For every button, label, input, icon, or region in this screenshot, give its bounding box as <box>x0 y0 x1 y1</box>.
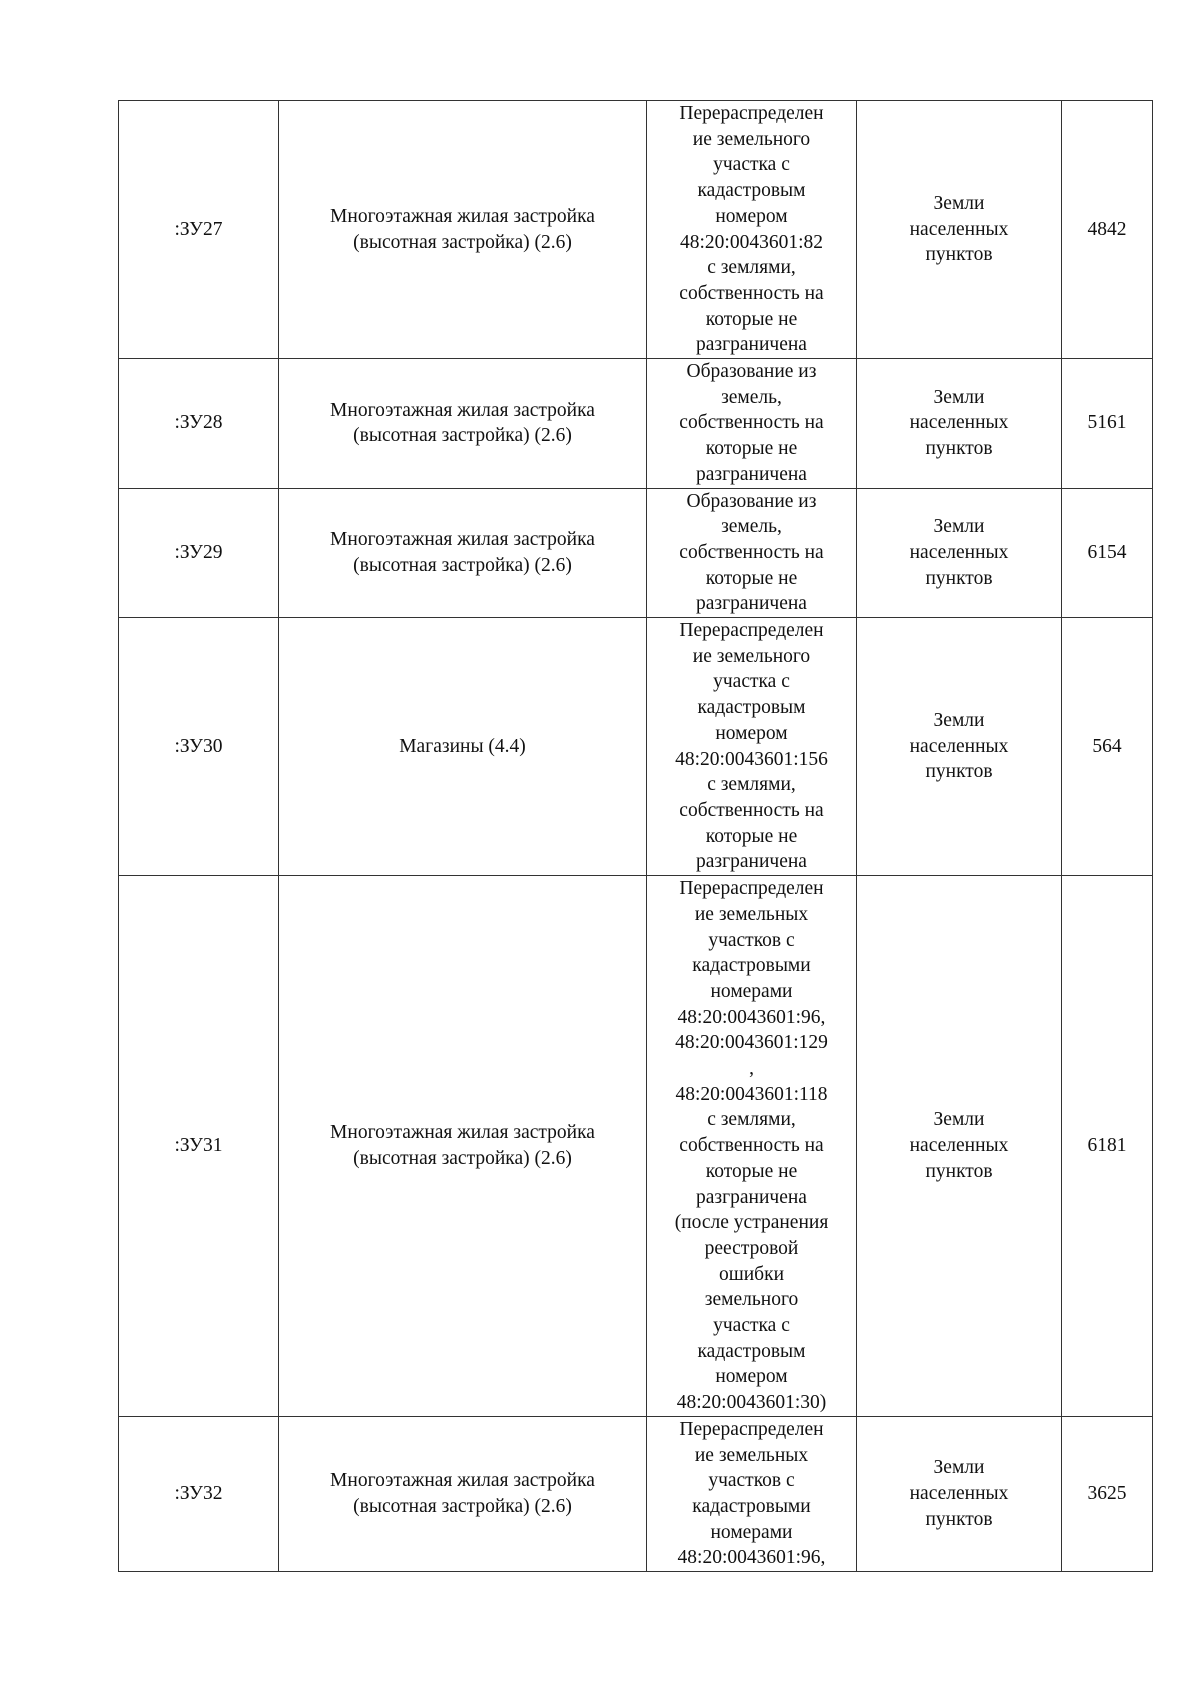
formation-basis-cell: Перераспределен ие земельного участка с кадастровым номером 48:20:0043601:156 с землями, собственность на которые не разграничена <box>647 618 857 876</box>
table-row <box>119 101 1153 359</box>
table-row <box>119 618 1153 876</box>
formation-basis-cell: Образование из земель, собственность на которые не разграничена <box>647 359 857 489</box>
permitted-use-cell: Многоэтажная жилая застройка (высотная застройка) (2.6) <box>279 359 647 489</box>
area-cell: 5161 <box>1062 359 1153 489</box>
area-cell: 3625 <box>1062 1417 1153 1572</box>
land-category-cell: Земли населенных пунктов <box>857 876 1062 1417</box>
plot-id-cell: :ЗУ27 <box>119 101 279 359</box>
land-category-cell: Земли населенных пунктов <box>857 359 1062 489</box>
table-row <box>119 1417 1153 1572</box>
land-category-cell: Земли населенных пунктов <box>857 618 1062 876</box>
area-cell: 6154 <box>1062 489 1153 619</box>
permitted-use-cell: Магазины (4.4) <box>279 618 647 876</box>
area-cell: 6181 <box>1062 876 1153 1417</box>
land-category-cell: Земли населенных пунктов <box>857 1417 1062 1572</box>
area-cell: 564 <box>1062 618 1153 876</box>
plot-id-cell: :ЗУ32 <box>119 1417 279 1572</box>
plot-id-cell: :ЗУ30 <box>119 618 279 876</box>
land-category-cell: Земли населенных пунктов <box>857 489 1062 619</box>
formation-basis-cell: Перераспределен ие земельных участков с кадастровыми номерами 48:20:0043601:96, 48:20:0043601:129 , 48:20:0043601:118 с землями, собственность на которые не разграничена (после устранения реестровой ошибки земельного участка с кадастровым номером 48:20:0043601:30) <box>647 876 857 1417</box>
permitted-use-cell: Многоэтажная жилая застройка (высотная застройка) (2.6) <box>279 876 647 1417</box>
plot-id-cell: :ЗУ29 <box>119 489 279 619</box>
table-row <box>119 489 1153 619</box>
land-category-cell: Земли населенных пунктов <box>857 101 1062 359</box>
permitted-use-cell: Многоэтажная жилая застройка (высотная застройка) (2.6) <box>279 1417 647 1572</box>
formation-basis-cell: Образование из земель, собственность на которые не разграничена <box>647 489 857 619</box>
plot-id-cell: :ЗУ28 <box>119 359 279 489</box>
plot-id-cell: :ЗУ31 <box>119 876 279 1417</box>
permitted-use-cell: Многоэтажная жилая застройка (высотная застройка) (2.6) <box>279 489 647 619</box>
table-row <box>119 359 1153 489</box>
land-plots-table <box>118 100 1153 1572</box>
permitted-use-cell: Многоэтажная жилая застройка (высотная застройка) (2.6) <box>279 101 647 359</box>
formation-basis-cell: Перераспределен ие земельного участка с кадастровым номером 48:20:0043601:82 с землями, собственность на которые не разграничена <box>647 101 857 359</box>
area-cell: 4842 <box>1062 101 1153 359</box>
table-row <box>119 876 1153 1417</box>
formation-basis-cell: Перераспределен ие земельных участков с кадастровыми номерами 48:20:0043601:96, <box>647 1417 857 1572</box>
